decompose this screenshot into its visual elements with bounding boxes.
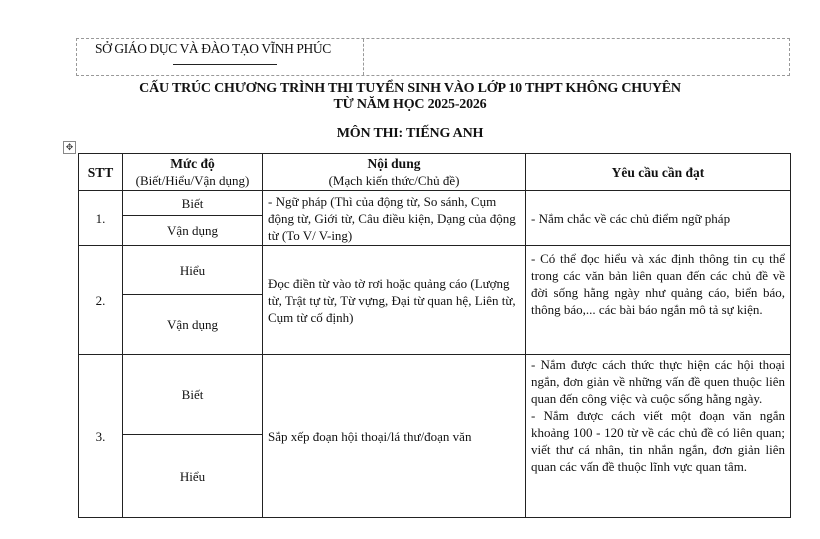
- row-level: Vận dụng: [123, 216, 263, 246]
- row-level: Hiểu: [123, 435, 263, 518]
- row-level: Hiểu: [123, 246, 263, 295]
- row-level: Biết: [123, 191, 263, 216]
- table-row: [79, 246, 791, 295]
- col-requirement: Yêu cầu cần đạt: [526, 154, 791, 191]
- department-underline: [173, 64, 277, 65]
- row-level: Biết: [123, 355, 263, 435]
- row-content: Sắp xếp đoạn hội thoại/lá thư/đoạn văn: [263, 355, 526, 518]
- row-requirement: - Có thể đọc hiểu và xác định thông tin cụ thể trong các văn bản liên quan đến các chủ đề về đời sống hằng ngày như quảng cáo, biển báo, thông báo,... các bài báo ngắn mô tả sự kiện.: [526, 246, 791, 355]
- table-row: [79, 355, 791, 435]
- requirement-item: - Nắm được cách viết một đoạn văn ngắn khoảng 100 - 120 từ về các chủ đề có liên quan; viết thư cá nhân, tin nhắn ngắn, đơn giản liên quan các vấn đề thuộc lĩnh vực quan tâm.: [531, 408, 785, 474]
- header-box: [76, 38, 790, 76]
- department-name: SỞ GIÁO DỤC VÀ ĐÀO TẠO VĨNH PHÚC: [95, 41, 331, 56]
- col-level-label: Mức độ: [170, 156, 215, 171]
- col-content-sub: (Mạch kiến thức/Chủ đề): [328, 173, 460, 188]
- document-subtitle: TỪ NĂM HỌC 2025-2026: [333, 97, 487, 112]
- row-content: - Ngữ pháp (Thì của động từ, So sánh, Cụm động từ, Giới từ, Câu điều kiện, Dạng của động từ (To V/ V-ing): [263, 191, 526, 246]
- row-stt: 2.: [79, 246, 123, 355]
- exam-structure-table: [78, 153, 791, 518]
- requirement-item: - Nắm được cách thức thực hiện các hội thoại ngắn, đơn giản về những vấn đề quen thuộc liên quan đến công việc và cuộc sống hằng ngày.: [531, 357, 785, 406]
- subject-title: MÔN THI: TIẾNG ANH: [336, 126, 484, 141]
- table-header-row: [79, 154, 791, 191]
- table-row: [79, 191, 791, 216]
- header-divider: [363, 39, 364, 75]
- row-requirement: - Nắm chắc về các chủ điểm ngữ pháp: [526, 191, 791, 246]
- col-stt: STT: [79, 154, 123, 191]
- row-level: Vận dụng: [123, 295, 263, 355]
- col-content-label: Nội dung: [367, 156, 421, 171]
- col-level-sub: (Biết/Hiểu/Vận dụng): [135, 173, 250, 188]
- row-requirement: [526, 355, 791, 518]
- document-title: CẤU TRÚC CHƯƠNG TRÌNH THI TUYỂN SINH VÀO LỚP 10 THPT KHÔNG CHUYÊN: [139, 81, 681, 96]
- row-stt: 1.: [79, 191, 123, 246]
- table-move-handle-icon[interactable]: ✥: [63, 141, 76, 154]
- row-content: Đọc điền từ vào tờ rơi hoặc quảng cáo (Lượng từ, Trật tự từ, Từ vựng, Đại từ quan hệ, Liên từ, Cụm từ cố định): [263, 246, 526, 355]
- col-content: [263, 154, 526, 191]
- row-stt: 3.: [79, 355, 123, 518]
- col-level: [123, 154, 263, 191]
